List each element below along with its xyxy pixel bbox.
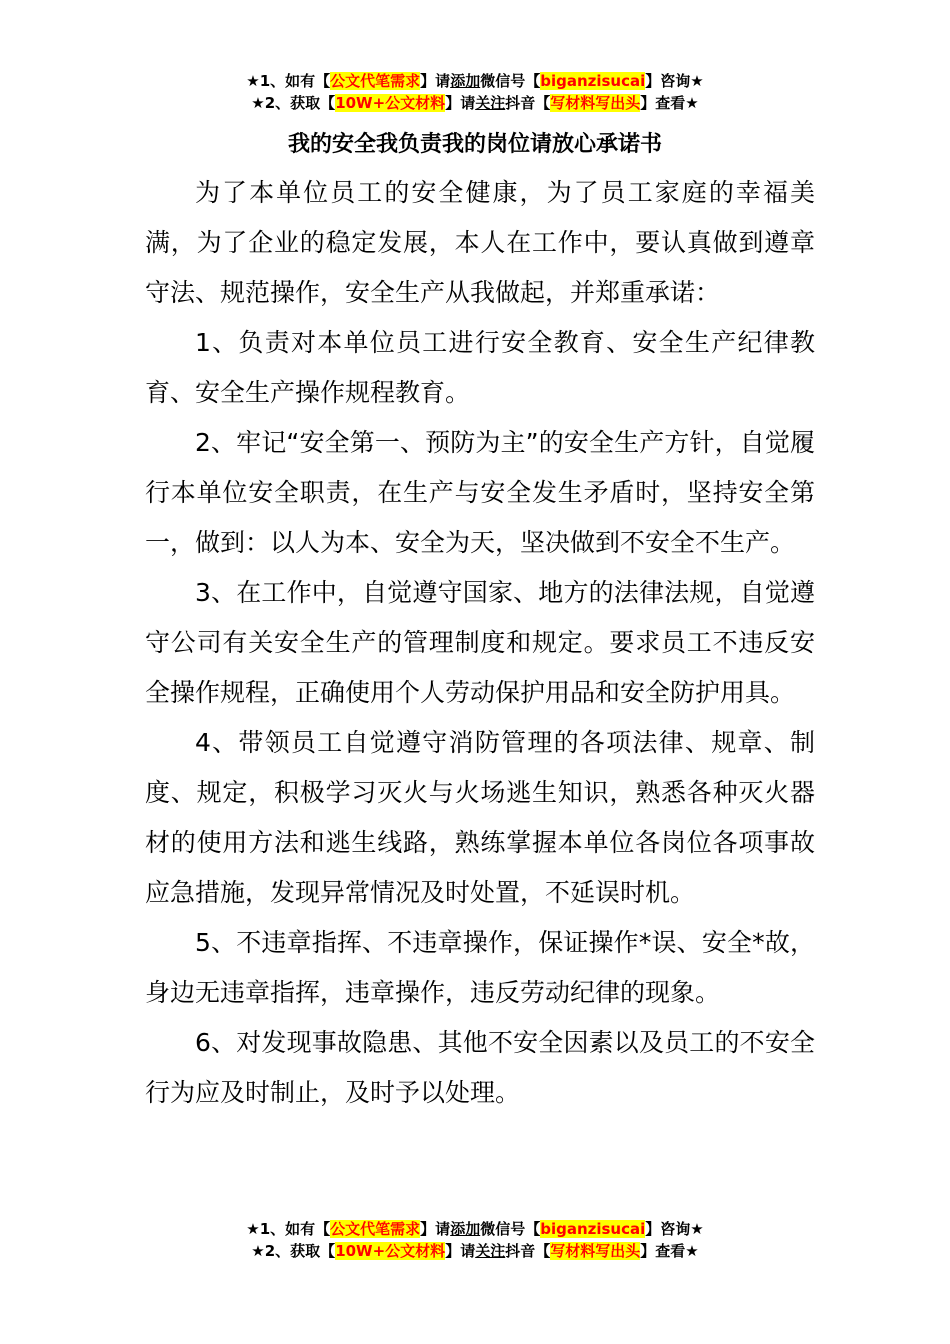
promo-text: 】请 xyxy=(445,94,476,112)
promo-text: 微信号【 xyxy=(480,72,541,90)
promo-text: 微信号【 xyxy=(480,1220,541,1238)
promo-text: 】查看★ xyxy=(640,94,699,112)
promo-underlined: 添加 xyxy=(450,72,481,90)
promo-text: 】请 xyxy=(445,1242,476,1260)
promo-text: ★2、获取【 xyxy=(251,1242,336,1260)
promo-highlight: 10W+公文材料 xyxy=(335,94,446,112)
header-promo-banner xyxy=(0,70,950,114)
promo-highlight: 写材料写出头 xyxy=(550,94,641,112)
promo-text: 】请 xyxy=(420,72,451,90)
promo-line-1 xyxy=(0,1218,950,1240)
promo-text: 抖音【 xyxy=(505,94,551,112)
promo-underlined: 关注 xyxy=(475,1242,506,1260)
promo-highlight: 10W+公文材料 xyxy=(335,1242,446,1260)
promo-text: ★2、获取【 xyxy=(251,94,336,112)
paragraph-item-1: 1、负责对本单位员工进行安全教育、安全生产纪律教育、安全生产操作规程教育。 xyxy=(145,328,815,407)
promo-underlined: 添加 xyxy=(450,1220,481,1238)
promo-text: ★1、如有【 xyxy=(246,1220,331,1238)
document-title: 我的安全我负责我的岗位请放心承诺书 xyxy=(287,132,662,157)
paragraph-item-5: 5、不违章指挥、不违章操作，保证操作*误、安全*故，身边无违章指挥，违章操作，违反劳动纪律的现象。 xyxy=(145,928,815,1007)
promo-highlight: biganzisucai xyxy=(540,72,646,90)
promo-text: 】查看★ xyxy=(640,1242,699,1260)
promo-text: 抖音【 xyxy=(505,1242,551,1260)
promo-line-1 xyxy=(0,70,950,92)
promo-text: ★1、如有【 xyxy=(246,72,331,90)
promo-highlight: 公文代笔需求 xyxy=(330,1220,421,1238)
paragraph-intro: 为了本单位员工的安全健康，为了员工家庭的幸福美满，为了企业的稳定发展，本人在工作中，要认真做到遵章守法、规范操作，安全生产从我做起，并郑重承诺： xyxy=(145,178,815,307)
promo-text: 】咨询★ xyxy=(645,72,704,90)
paragraph-item-6: 6、对发现事故隐患、其他不安全因素以及员工的不安全行为应及时制止，及时予以处理。 xyxy=(145,1028,815,1107)
promo-highlight: 公文代笔需求 xyxy=(330,72,421,90)
promo-underlined: 关注 xyxy=(475,94,506,112)
promo-line-2 xyxy=(0,1240,950,1262)
promo-text: 】咨询★ xyxy=(645,1220,704,1238)
paragraph-item-2: 2、牢记“安全第一、预防为主”的安全生产方针，自觉履行本单位安全职责，在生产与安全发生矛盾时，坚持安全第一，做到：以人为本、安全为天，坚决做到不安全不生产。 xyxy=(145,428,815,557)
document-body xyxy=(145,168,815,1118)
promo-text: 】请 xyxy=(420,1220,451,1238)
promo-highlight: biganzisucai xyxy=(540,1220,646,1238)
paragraph-item-4: 4、带领员工自觉遵守消防管理的各项法律、规章、制度、规定，积极学习灭火与火场逃生知识，熟悉各种灭火器材的使用方法和逃生线路，熟练掌握本单位各岗位各项事故应急措施，发现异常情况及时处置，不延误时机。 xyxy=(145,728,815,907)
promo-highlight: 写材料写出头 xyxy=(550,1242,641,1260)
paragraph-item-3: 3、在工作中，自觉遵守国家、地方的法律法规，自觉遵守公司有关安全生产的管理制度和规定。要求员工不违反安全操作规程，正确使用个人劳动保护用品和安全防护用具。 xyxy=(145,578,815,707)
promo-line-2 xyxy=(0,92,950,114)
footer-promo-banner xyxy=(0,1218,950,1262)
